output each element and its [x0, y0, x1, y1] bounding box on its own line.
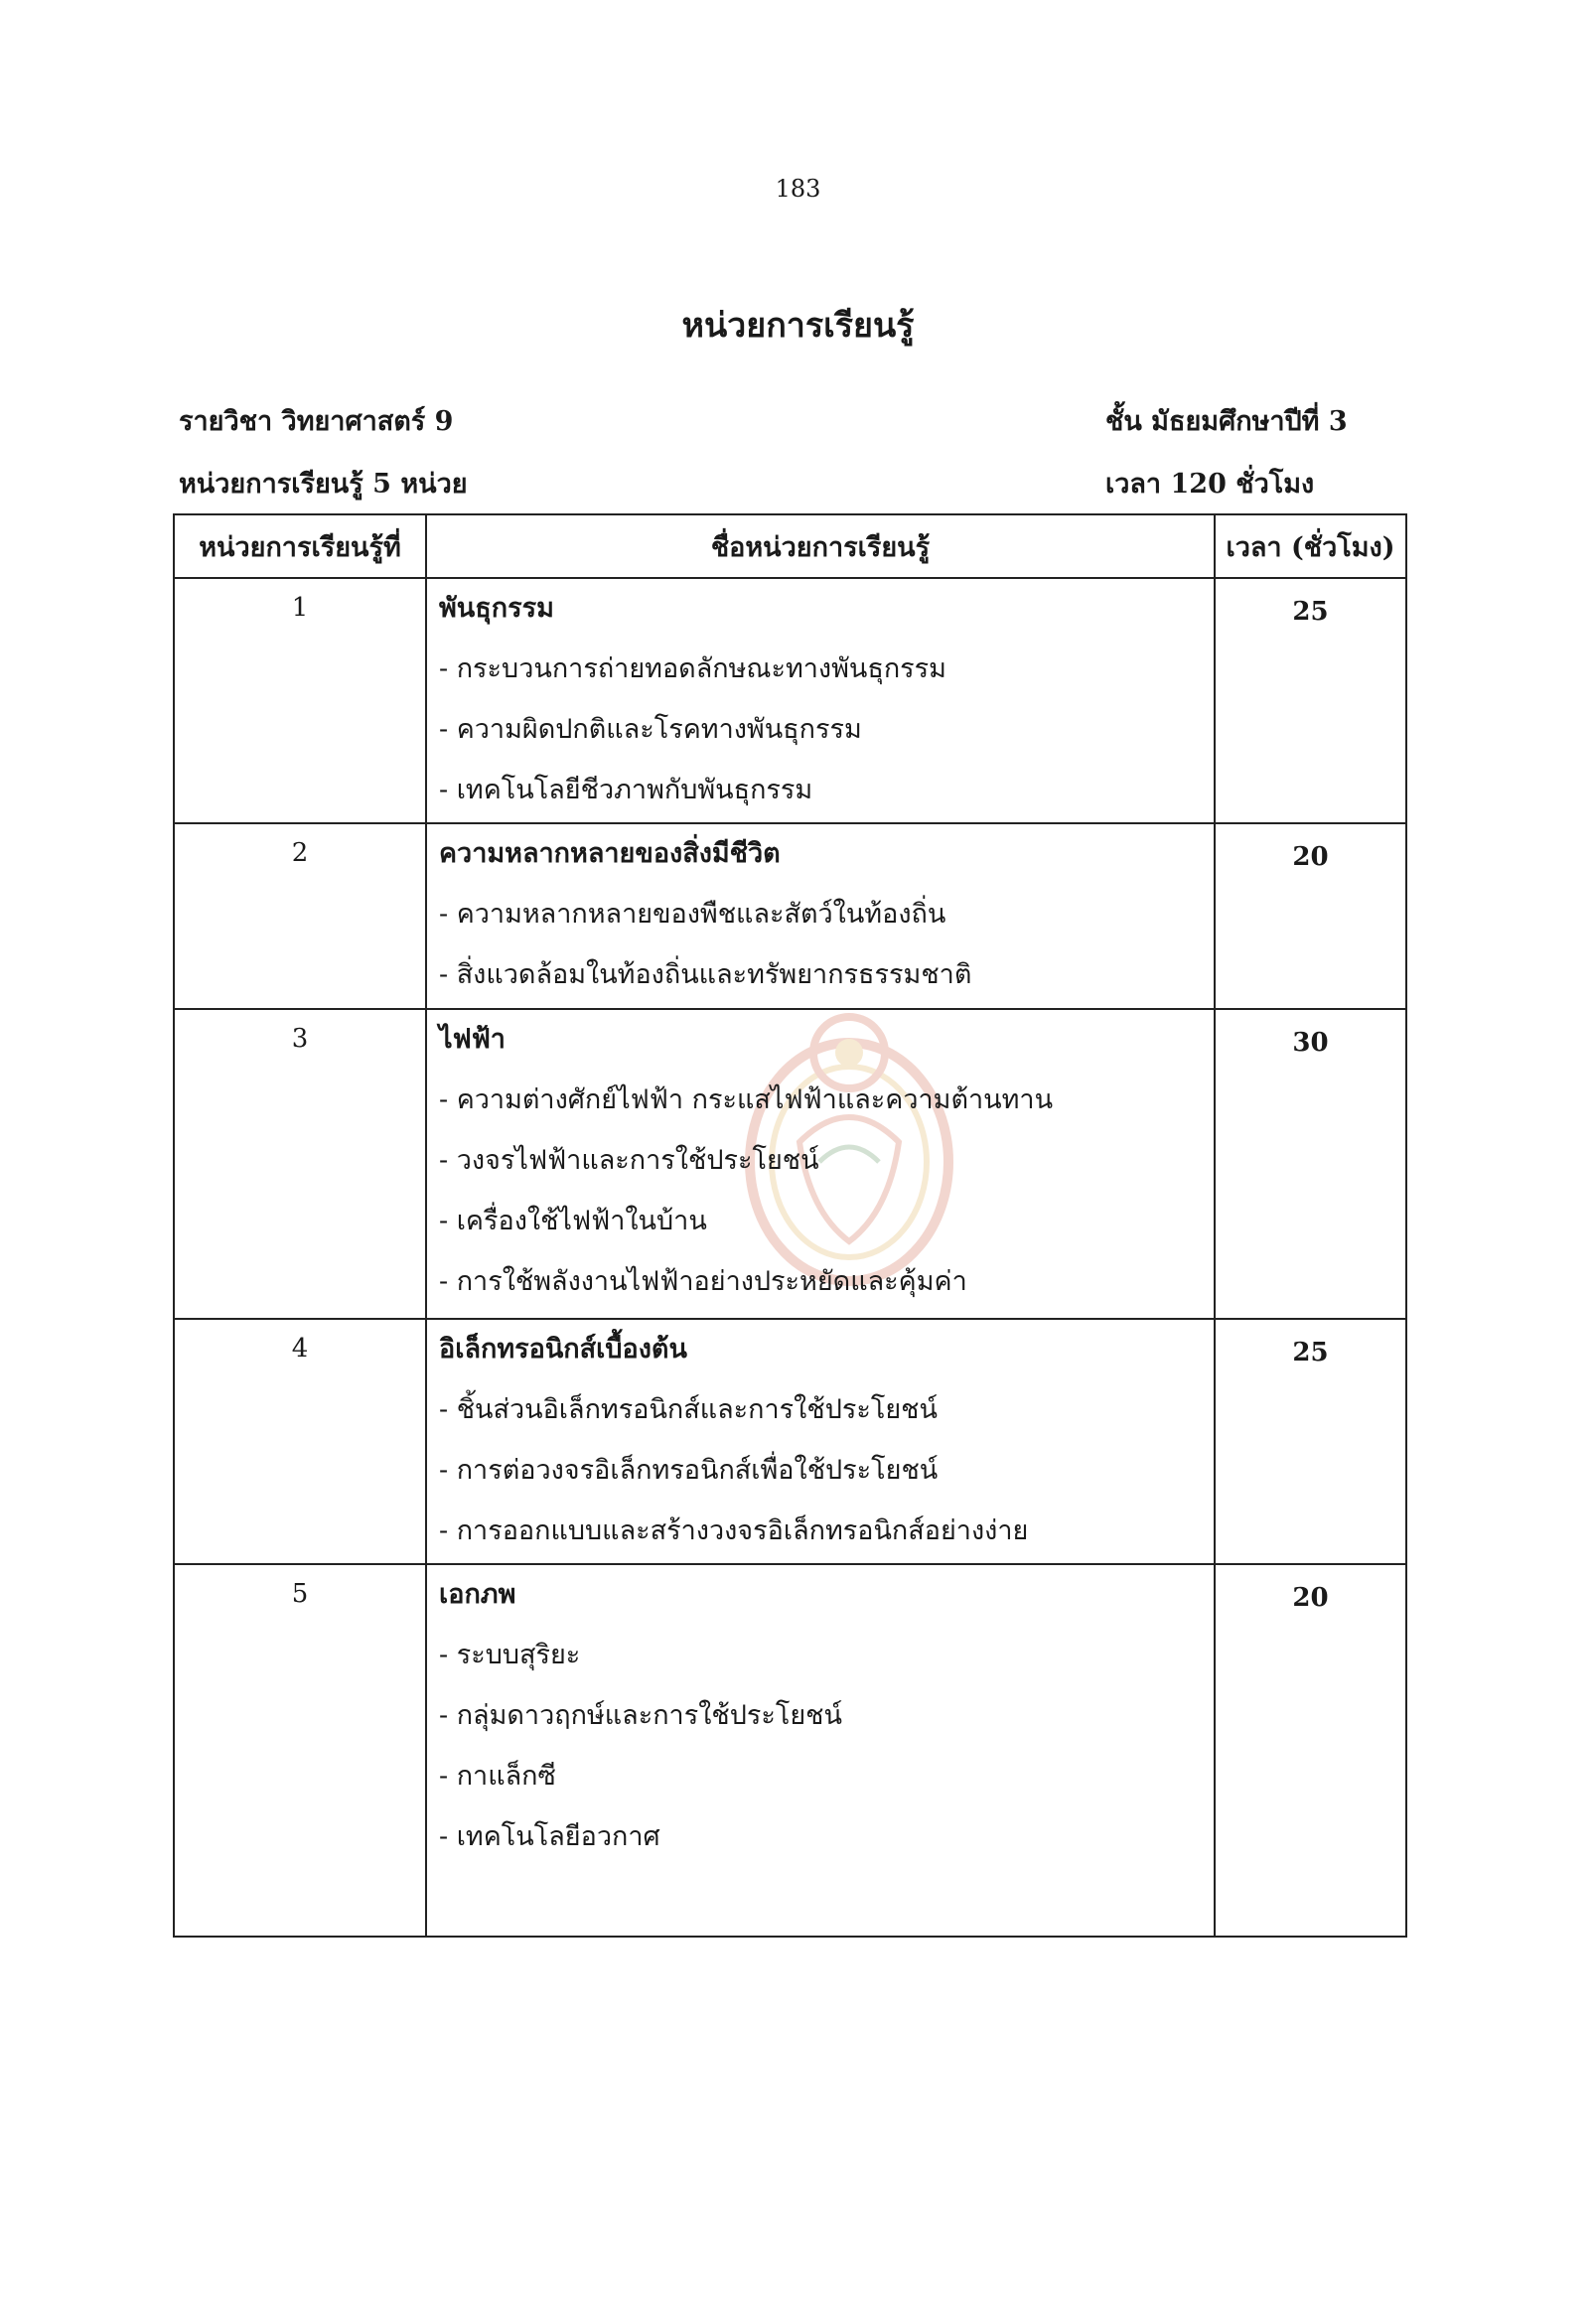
unit-name-cell [426, 578, 1215, 823]
units-count-label: หน่วยการเรียนรู้ 5 หน่วย [179, 469, 468, 500]
table-header-row [174, 514, 1406, 578]
unit-topic: - เทคโนโลยีชีวภาพกับพันธุกรรม [439, 775, 813, 805]
table-row [174, 823, 1406, 1009]
table-row [174, 1319, 1406, 1564]
unit-topic: - ชิ้นส่วนอิเล็กทรอนิกส์และการใช้ประโยชน์ [439, 1394, 938, 1425]
unit-title: อิเล็กทรอนิกส์เบื้องต้น [439, 1334, 687, 1365]
unit-number: 4 [174, 1319, 426, 1564]
unit-hours: 20 [1215, 1564, 1406, 1937]
unit-hours: 30 [1215, 1009, 1406, 1319]
unit-topic: - การออกแบบและสร้างวงจรอิเล็กทรอนิกส์อย่างง่าย [439, 1515, 1029, 1546]
page-number: 183 [775, 175, 821, 203]
unit-topic: - ความต่างศักย์ไฟฟ้า กระแสไฟฟ้าและความต้านทาน [439, 1084, 1054, 1115]
unit-topic: - ความหลากหลายของพืชและสัตว์ในท้องถิ่น [439, 899, 946, 930]
unit-name-cell [426, 1564, 1215, 1937]
unit-hours: 25 [1215, 578, 1406, 823]
unit-topic: - เทคโนโลยีอวกาศ [439, 1821, 660, 1852]
unit-number: 3 [174, 1009, 426, 1319]
unit-number: 1 [174, 578, 426, 823]
grade-label: ชั้น มัธยมศึกษาปีที่ 3 [1105, 406, 1348, 437]
table-row [174, 578, 1406, 823]
total-time-label: เวลา 120 ชั่วโมง [1105, 469, 1315, 500]
unit-topic: - กลุ่มดาวฤกษ์และการใช้ประโยชน์ [439, 1700, 842, 1731]
unit-hours: 20 [1215, 823, 1406, 1009]
unit-topic: - สิ่งแวดล้อมในท้องถิ่นและทรัพยากรธรรมชาติ [439, 959, 972, 990]
unit-title: ความหลากหลายของสิ่งมีชีวิต [439, 838, 781, 869]
page-title: หน่วยการเรียนรู้ [681, 306, 915, 346]
unit-topic: - การต่อวงจรอิเล็กทรอนิกส์เพื่อใช้ประโยชน์ [439, 1455, 939, 1486]
unit-topic: - ความผิดปกติและโรคทางพันธุกรรม [439, 714, 862, 745]
unit-topic: - กาแล็กซี [439, 1761, 556, 1792]
header-unit-name: ชื่อหน่วยการเรียนรู้ [426, 514, 1215, 578]
header-hours: เวลา (ชั่วโมง) [1215, 514, 1406, 578]
header-unit-number: หน่วยการเรียนรู้ที่ [174, 514, 426, 578]
learning-units-table [173, 513, 1407, 1938]
unit-number: 2 [174, 823, 426, 1009]
subject-label: รายวิชา วิทยาศาสตร์ 9 [179, 406, 454, 437]
unit-number: 5 [174, 1564, 426, 1937]
unit-name-cell [426, 1319, 1215, 1564]
unit-name-cell [426, 1009, 1215, 1319]
table-row [174, 1564, 1406, 1937]
unit-title: พันธุกรรม [439, 593, 554, 624]
unit-topic: - เครื่องใช้ไฟฟ้าในบ้าน [439, 1206, 707, 1236]
unit-title: ไฟฟ้า [439, 1024, 506, 1055]
unit-topic: - วงจรไฟฟ้าและการใช้ประโยชน์ [439, 1145, 819, 1176]
unit-title: เอกภพ [439, 1579, 516, 1610]
unit-topic: - การใช้พลังงานไฟฟ้าอย่างประหยัดและคุ้มค่า [439, 1266, 967, 1297]
unit-name-cell [426, 823, 1215, 1009]
unit-topic: - กระบวนการถ่ายทอดลักษณะทางพันธุกรรม [439, 653, 946, 684]
table-row [174, 1009, 1406, 1319]
unit-topic: - ระบบสุริยะ [439, 1640, 581, 1670]
unit-hours: 25 [1215, 1319, 1406, 1564]
